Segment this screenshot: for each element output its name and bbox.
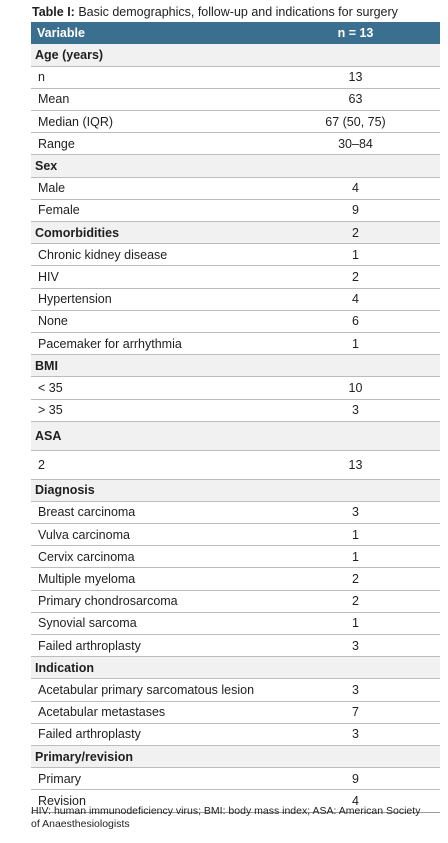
- table-row: [31, 310, 440, 332]
- table-row: [31, 612, 440, 634]
- header-variable: Variable: [37, 26, 85, 40]
- row-label: 2: [31, 450, 271, 479]
- header-count: n = 13: [337, 26, 374, 40]
- table-row: [31, 768, 440, 790]
- row-value: 3: [271, 679, 440, 701]
- header-row: [31, 22, 440, 44]
- row-label: < 35: [31, 377, 271, 399]
- row-label: Chronic kidney disease: [31, 244, 271, 266]
- table-header: [31, 22, 440, 44]
- row-value: 63: [271, 88, 440, 110]
- section-label: Age (years): [31, 44, 271, 66]
- section-label: Comorbidities: [31, 222, 271, 244]
- row-value: 3: [271, 723, 440, 745]
- row-value: 2: [271, 222, 440, 244]
- table-section-row: [31, 657, 440, 679]
- section-label: BMI: [31, 355, 271, 377]
- row-value: 30–84: [271, 133, 440, 155]
- row-label: Mean: [31, 88, 271, 110]
- row-value: [271, 155, 440, 177]
- table-caption: [32, 4, 442, 20]
- row-value: 1: [271, 546, 440, 568]
- row-value: 1: [271, 612, 440, 634]
- table-row: [31, 723, 440, 745]
- table-body: [31, 44, 440, 812]
- row-value: [271, 355, 440, 377]
- table-row: [31, 177, 440, 199]
- section-label: Primary/revision: [31, 745, 271, 767]
- row-value: [271, 421, 440, 450]
- row-label: Pacemaker for arrhythmia: [31, 332, 271, 354]
- row-label: None: [31, 310, 271, 332]
- row-label: Revision: [31, 790, 271, 812]
- table-row: [31, 501, 440, 523]
- table-row: [31, 377, 440, 399]
- row-value: 4: [271, 288, 440, 310]
- row-value: [271, 745, 440, 767]
- row-value: 1: [271, 244, 440, 266]
- table-section-row: [31, 355, 440, 377]
- section-label: ASA: [31, 421, 271, 450]
- demographics-table: [31, 22, 440, 813]
- row-value: [271, 657, 440, 679]
- section-label: Sex: [31, 155, 271, 177]
- row-value: [271, 479, 440, 501]
- row-label: Hypertension: [31, 288, 271, 310]
- row-label: Primary: [31, 768, 271, 790]
- table-row: [31, 133, 440, 155]
- row-label: Synovial sarcoma: [31, 612, 271, 634]
- table-section-row: [31, 421, 440, 450]
- table-row: [31, 399, 440, 421]
- table-row: [31, 635, 440, 657]
- row-value: 2: [271, 568, 440, 590]
- row-value: 6: [271, 310, 440, 332]
- table-section-row: [31, 479, 440, 501]
- table-row: [31, 244, 440, 266]
- row-value: 13: [271, 66, 440, 88]
- row-label: > 35: [31, 399, 271, 421]
- row-label: n: [31, 66, 271, 88]
- row-value: 3: [271, 399, 440, 421]
- row-value: 67 (50, 75): [271, 111, 440, 133]
- table-section-row: [31, 44, 440, 66]
- table-section-row: [31, 222, 440, 244]
- caption-label: Table I:: [32, 5, 75, 19]
- table-row: [31, 701, 440, 723]
- table-row: [31, 450, 440, 479]
- table-section-row: [31, 155, 440, 177]
- row-value: 13: [271, 450, 440, 479]
- row-value: [271, 44, 440, 66]
- row-label: Failed arthroplasty: [31, 635, 271, 657]
- caption-text: Basic demographics, follow-up and indications for surgery: [74, 5, 398, 19]
- row-label: Primary chondrosarcoma: [31, 590, 271, 612]
- row-value: 2: [271, 266, 440, 288]
- table-row: [31, 111, 440, 133]
- row-label: Male: [31, 177, 271, 199]
- table-row: [31, 679, 440, 701]
- row-label: Multiple myeloma: [31, 568, 271, 590]
- table-row: [31, 66, 440, 88]
- section-label: Diagnosis: [31, 479, 271, 501]
- table-row: [31, 568, 440, 590]
- row-label: Median (IQR): [31, 111, 271, 133]
- table-footnote: HIV: human immunodeficiency virus; BMI: body mass index; ASA: American Society of Anaesthesiologists: [31, 805, 421, 830]
- row-value: 3: [271, 501, 440, 523]
- table-row: [31, 199, 440, 221]
- table-row: [31, 332, 440, 354]
- row-label: Breast carcinoma: [31, 501, 271, 523]
- row-label: Vulva carcinoma: [31, 524, 271, 546]
- row-label: Female: [31, 199, 271, 221]
- table-row: [31, 590, 440, 612]
- row-value: 9: [271, 768, 440, 790]
- table-row: [31, 266, 440, 288]
- row-value: 10: [271, 377, 440, 399]
- row-value: 3: [271, 635, 440, 657]
- row-label: Failed arthroplasty: [31, 723, 271, 745]
- table-row: [31, 88, 440, 110]
- table-section-row: [31, 745, 440, 767]
- table-row: [31, 546, 440, 568]
- row-label: Cervix carcinoma: [31, 546, 271, 568]
- row-value: 4: [271, 790, 440, 812]
- section-label: Indication: [31, 657, 271, 679]
- row-label: HIV: [31, 266, 271, 288]
- table-row: [31, 288, 440, 310]
- row-label: Range: [31, 133, 271, 155]
- row-value: 1: [271, 332, 440, 354]
- row-value: 2: [271, 590, 440, 612]
- row-label: Acetabular primary sarcomatous lesion: [31, 679, 271, 701]
- table-row: [31, 524, 440, 546]
- row-value: 9: [271, 199, 440, 221]
- row-label: Acetabular metastases: [31, 701, 271, 723]
- row-value: 7: [271, 701, 440, 723]
- row-value: 1: [271, 524, 440, 546]
- row-value: 4: [271, 177, 440, 199]
